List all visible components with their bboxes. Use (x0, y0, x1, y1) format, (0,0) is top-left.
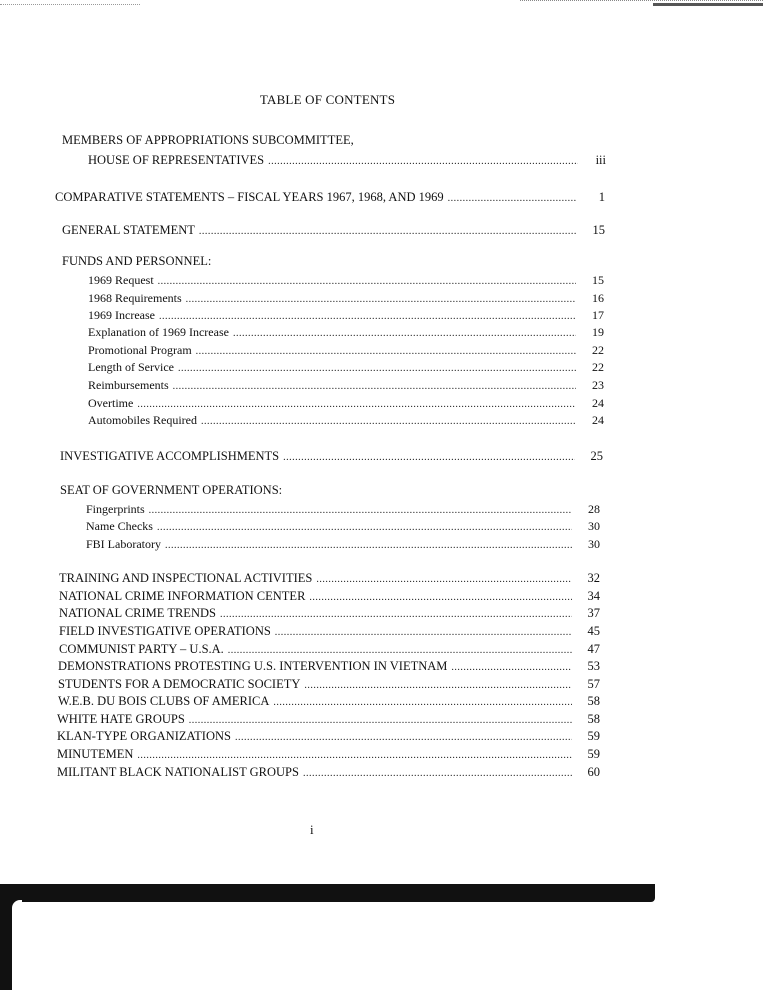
toc-sub-overtime[interactable] (88, 395, 604, 413)
toc-entry-label: Length of Service (88, 360, 174, 374)
toc-entry-field-ops[interactable] (59, 623, 600, 641)
toc-sub-explanation[interactable] (88, 324, 604, 342)
toc-entry-label: Explanation of 1969 Increase (88, 325, 229, 339)
leader-dots (149, 503, 572, 519)
leader-dots (137, 397, 576, 413)
toc-entry-page: 58 (587, 694, 600, 708)
leader-dots (448, 191, 577, 207)
leader-dots (173, 379, 576, 395)
toc-entry-page: 37 (587, 606, 600, 620)
toc-entry-page: 22 (592, 343, 604, 357)
toc-entry-label: Reimbursements (88, 378, 169, 392)
toc-entry-label: NATIONAL CRIME TRENDS (59, 606, 216, 620)
toc-entry-label: COMPARATIVE STATEMENTS – FISCAL YEARS 1967, 1968, AND 1969 (55, 190, 444, 204)
leader-dots (165, 538, 572, 554)
toc-entry-page: 58 (587, 712, 600, 726)
toc-entry-label: KLAN-TYPE ORGANIZATIONS (57, 729, 231, 743)
toc-entry-page: 59 (587, 747, 600, 761)
toc-entry-label: GENERAL STATEMENT (62, 223, 195, 237)
toc-entry-label: COMMUNIST PARTY – U.S.A. (59, 642, 224, 656)
leader-dots (220, 607, 572, 623)
toc-entry-ncic[interactable] (59, 588, 600, 606)
leader-dots (178, 361, 576, 377)
toc-entry-investigative[interactable] (60, 448, 603, 466)
toc-sub-name-checks[interactable] (86, 518, 600, 536)
toc-entry-black-nationalist[interactable] (57, 764, 600, 782)
toc-entry-klan[interactable] (57, 728, 600, 746)
toc-entry-label: FBI Laboratory (86, 537, 161, 551)
toc-entry-page: 30 (588, 537, 600, 551)
leader-dots (159, 309, 576, 325)
toc-entry-page: 60 (587, 765, 600, 779)
toc-entry-page: 47 (587, 642, 600, 656)
toc-entry-page: 17 (592, 308, 604, 322)
toc-entry-members[interactable] (88, 152, 606, 170)
page-number: i (310, 822, 314, 837)
scan-edge-bottom (0, 884, 655, 902)
leader-dots (268, 154, 578, 170)
toc-entry-page: iii (595, 153, 606, 167)
toc-sub-fingerprints[interactable] (86, 501, 600, 519)
toc-entry-label: Overtime (88, 396, 134, 410)
leader-dots (186, 292, 576, 308)
leader-dots (199, 224, 577, 240)
toc-entry-label: 1969 Increase (88, 308, 155, 322)
toc-entry-label: Promotional Program (88, 343, 192, 357)
toc-entry-demonstrations[interactable] (58, 658, 600, 676)
leader-dots (451, 660, 572, 676)
toc-sub-promotional[interactable] (88, 342, 604, 360)
toc-entry-page: 22 (592, 360, 604, 374)
toc-entry-page: 53 (587, 659, 600, 673)
toc-entry-page: 59 (587, 729, 600, 743)
toc-entry-label: MILITANT BLACK NATIONALIST GROUPS (57, 765, 299, 779)
leader-dots (201, 414, 576, 430)
toc-sub-fbi-laboratory[interactable] (86, 536, 600, 554)
leader-dots (303, 766, 572, 782)
toc-entry-page: 1 (598, 190, 605, 204)
page-title: TABLE OF CONTENTS (259, 92, 396, 107)
toc-entry-label: STUDENTS FOR A DEMOCRATIC SOCIETY (58, 677, 301, 691)
leader-dots (158, 274, 576, 290)
toc-entry-page: 34 (587, 589, 600, 603)
scan-edge-left-gap (12, 900, 22, 990)
toc-entry-label: TRAINING AND INSPECTIONAL ACTIVITIES (59, 571, 313, 585)
toc-sub-1969-request[interactable] (88, 272, 604, 290)
toc-entry-label: 1968 Requirements (88, 291, 182, 305)
toc-entry-members-line1: MEMBERS OF APPROPRIATIONS SUBCOMMITTEE, (62, 133, 354, 147)
toc-entry-page: 32 (587, 571, 600, 585)
toc-entry-page: 15 (592, 273, 604, 287)
leader-dots (189, 713, 572, 729)
toc-entry-page: 30 (588, 519, 600, 533)
leader-dots (228, 643, 572, 659)
leader-dots (316, 572, 572, 588)
leader-dots (196, 344, 576, 360)
toc-entry-label: NATIONAL CRIME INFORMATION CENTER (59, 589, 306, 603)
toc-entry-page: 23 (592, 378, 604, 392)
toc-entry-label: INVESTIGATIVE ACCOMPLISHMENTS (60, 449, 280, 463)
toc-sub-automobiles[interactable] (88, 412, 604, 430)
leader-dots (283, 450, 575, 466)
toc-entry-page: 19 (592, 325, 604, 339)
toc-sub-1968-requirements[interactable] (88, 290, 604, 308)
toc-entry-label: 1969 Request (88, 273, 154, 287)
toc-entry-du-bois[interactable] (58, 693, 600, 711)
toc-entry-training[interactable] (59, 570, 600, 588)
toc-heading-seat: SEAT OF GOVERNMENT OPERATIONS: (60, 483, 283, 497)
toc-entry-page: 25 (590, 449, 603, 463)
leader-dots (157, 520, 572, 536)
toc-entry-label: WHITE HATE GROUPS (57, 712, 185, 726)
toc-entry-label: Name Checks (86, 519, 153, 533)
toc-entry-white-hate[interactable] (57, 711, 600, 729)
leader-dots (275, 625, 572, 641)
toc-entry-page: 16 (592, 291, 604, 305)
leader-dots (137, 748, 572, 764)
toc-entry-page: 57 (587, 677, 600, 691)
toc-entry-page: 24 (592, 413, 604, 427)
toc-entry-label: FIELD INVESTIGATIVE OPERATIONS (59, 624, 271, 638)
leader-dots (235, 730, 572, 746)
toc-entry-label: MINUTEMEN (57, 747, 134, 761)
toc-entry-communist-party[interactable] (59, 641, 600, 659)
toc-entry-label: W.E.B. DU BOIS CLUBS OF AMERICA (58, 694, 270, 708)
toc-entry-page: 24 (592, 396, 604, 410)
leader-dots (304, 678, 572, 694)
toc-sub-length-of-service[interactable] (88, 359, 604, 377)
toc-entry-general-statement[interactable] (62, 222, 605, 240)
leader-dots (233, 326, 576, 342)
toc-entry-label: DEMONSTRATIONS PROTESTING U.S. INTERVENTION IN VIETNAM (58, 659, 448, 673)
toc-entry-label: Fingerprints (86, 502, 145, 516)
toc-entry-page: 45 (587, 624, 600, 638)
toc-sub-1969-increase[interactable] (88, 307, 604, 325)
toc-entry-page: 15 (592, 223, 605, 237)
toc-entry-crime-trends[interactable] (59, 605, 600, 623)
leader-dots (309, 590, 572, 606)
toc-entry-minutemen[interactable] (57, 746, 600, 764)
toc-entry-label: HOUSE OF REPRESENTATIVES (88, 153, 265, 167)
toc-sub-reimbursements[interactable] (88, 377, 604, 395)
toc-entry-sds[interactable] (58, 676, 600, 694)
toc-entry-page: 28 (588, 502, 600, 516)
toc-heading-funds: FUNDS AND PERSONNEL: (62, 254, 212, 268)
toc-entry-comparative[interactable] (55, 189, 605, 207)
leader-dots (273, 695, 572, 711)
toc-entry-label: Automobiles Required (88, 413, 197, 427)
